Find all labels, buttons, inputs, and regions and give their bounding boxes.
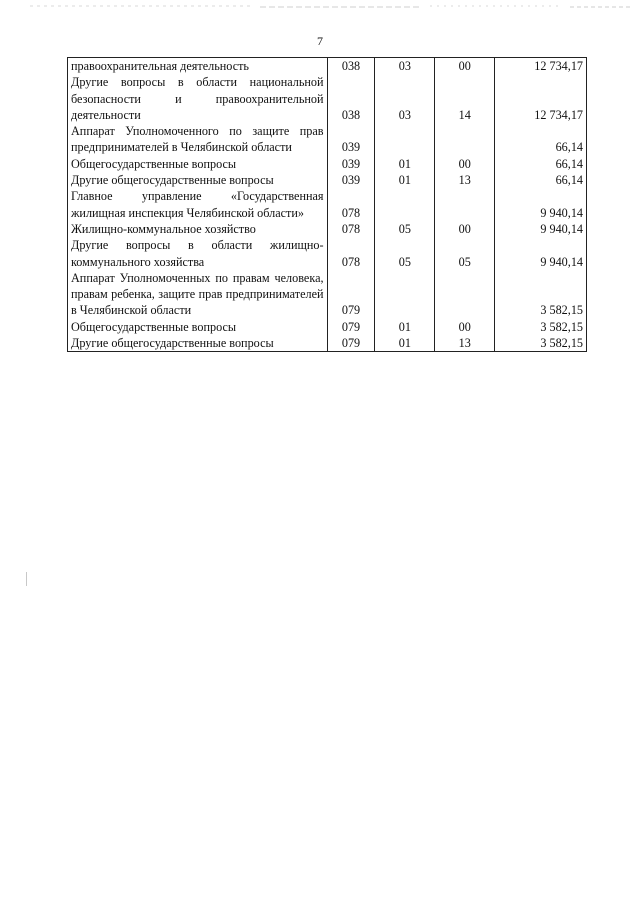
table-cell-code: 039: [327, 172, 375, 188]
table-cell-subsection: 05: [435, 237, 495, 270]
table-cell-section: 01: [375, 319, 435, 335]
table-row: [68, 123, 587, 156]
table-cell-amount: 66,14: [495, 123, 587, 156]
table-cell-name: Другие вопросы в области национальной безопасности и правоохранительной деятельности: [68, 74, 328, 123]
table-row: [68, 270, 587, 319]
table-cell-amount: 9 940,14: [495, 237, 587, 270]
table-row: [68, 58, 587, 75]
table-row: [68, 156, 587, 172]
table-row: [68, 74, 587, 123]
table-cell-section: 01: [375, 335, 435, 352]
table-cell-subsection: [435, 188, 495, 221]
table-cell-section: 03: [375, 58, 435, 75]
table-cell-section: 03: [375, 74, 435, 123]
table-cell-section: 01: [375, 156, 435, 172]
table-cell-code: 079: [327, 270, 375, 319]
table-cell-amount: 3 582,15: [495, 270, 587, 319]
table-row: [68, 221, 587, 237]
table-row: [68, 319, 587, 335]
table-cell-section: 05: [375, 237, 435, 270]
table-cell-code: 039: [327, 123, 375, 156]
table-cell-subsection: 00: [435, 221, 495, 237]
table-cell-name: правоохранительная деятельность: [68, 58, 328, 75]
table-cell-subsection: [435, 123, 495, 156]
table-cell-section: [375, 188, 435, 221]
table-cell-name: Общегосударственные вопросы: [68, 156, 328, 172]
table-cell-code: 038: [327, 58, 375, 75]
scan-margin-mark: [26, 572, 27, 586]
table-cell-name: Другие вопросы в области жилищно-коммунального хозяйства: [68, 237, 328, 270]
table-row: [68, 237, 587, 270]
table-cell-subsection: [435, 270, 495, 319]
page-number: 7: [317, 34, 323, 48]
table-cell-subsection: 00: [435, 58, 495, 75]
scan-noise-strip: [0, 4, 640, 10]
table-cell-amount: 3 582,15: [495, 319, 587, 335]
table-cell-code: 078: [327, 221, 375, 237]
table-cell-subsection: 13: [435, 172, 495, 188]
table-cell-section: [375, 123, 435, 156]
table-cell-code: 078: [327, 237, 375, 270]
table-cell-code: 078: [327, 188, 375, 221]
table-cell-subsection: 00: [435, 156, 495, 172]
table-cell-amount: 66,14: [495, 156, 587, 172]
table-cell-name: Общегосударственные вопросы: [68, 319, 328, 335]
table-cell-amount: 12 734,17: [495, 74, 587, 123]
table-cell-amount: 66,14: [495, 172, 587, 188]
table-cell-name: Другие общегосударственные вопросы: [68, 335, 328, 352]
table-cell-section: 01: [375, 172, 435, 188]
table-cell-section: 05: [375, 221, 435, 237]
table-cell-name: Другие общегосударственные вопросы: [68, 172, 328, 188]
table-cell-section: [375, 270, 435, 319]
table-cell-name: Главное управление «Государственная жилищная инспекция Челябинской области»: [68, 188, 328, 221]
table-cell-subsection: 13: [435, 335, 495, 352]
table-cell-code: 079: [327, 319, 375, 335]
table-row: [68, 188, 587, 221]
table-row: [68, 335, 587, 352]
table-cell-name: Аппарат Уполномоченного по защите прав предпринимателей в Челябинской области: [68, 123, 328, 156]
table-cell-code: 039: [327, 156, 375, 172]
table-cell-name: Жилищно-коммунальное хозяйство: [68, 221, 328, 237]
table-row: [68, 172, 587, 188]
table-cell-subsection: 00: [435, 319, 495, 335]
budget-table: [67, 57, 587, 352]
table-cell-name: Аппарат Уполномоченных по правам человека, правам ребенка, защите прав предпринимателей в Челябинской области: [68, 270, 328, 319]
table-cell-amount: 12 734,17: [495, 58, 587, 75]
table-cell-amount: 9 940,14: [495, 188, 587, 221]
table-cell-amount: 3 582,15: [495, 335, 587, 352]
table-cell-amount: 9 940,14: [495, 221, 587, 237]
table-cell-code: 038: [327, 74, 375, 123]
table-cell-code: 079: [327, 335, 375, 352]
table-cell-subsection: 14: [435, 74, 495, 123]
